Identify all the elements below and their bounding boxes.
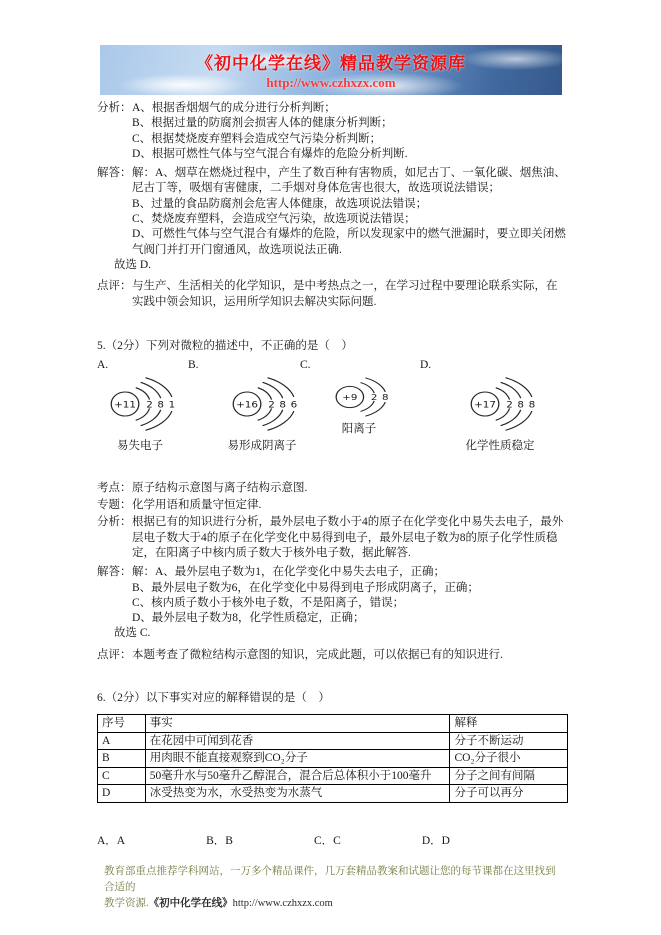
cell-explanation: 分子可以再分 <box>450 785 568 803</box>
atom-structure-diagram-b <box>224 374 300 434</box>
option-letter: B. <box>188 359 199 372</box>
footer-line1: 教育部重点推荐学科网站，一万多个精品课件，几万套精品教案和试题让您的每节课都在这里找到合适的 <box>104 866 556 893</box>
cell-explanation: 分子不断运动 <box>450 732 568 750</box>
q5-option-d <box>420 358 568 455</box>
cell-fact: 冰受热变为水，水受热变为水蒸气 <box>145 785 450 803</box>
q6-stem: 6.（2分）以下事实对应的解释错误的是（ ） <box>97 692 330 705</box>
text-line: C、焚烧废弃塑料，会造成空气污染，故选项说法错误； <box>132 213 416 226</box>
shell-electrons: 2 <box>146 400 153 411</box>
shell-electrons: 8 <box>382 393 389 404</box>
table-row <box>98 750 568 768</box>
cell-fact: 在花园中可闻到花香 <box>145 732 450 750</box>
chosen-answer-line: 故选 C. <box>114 627 151 640</box>
atom-structure-diagram-c <box>327 374 391 420</box>
banner-url-link[interactable]: http://www.czhxzx.com <box>266 75 396 90</box>
text-line: C、根据焚烧废弃塑料会造成空气污染分析判断； <box>132 132 382 145</box>
cell-number: A <box>98 732 146 750</box>
text-line: 本题考查了微粒结构示意图的知识，完成此题，可以依据已有的知识进行. <box>132 648 503 661</box>
text-line: B、根据过量的防腐剂会损害人体的健康分析判断； <box>132 117 393 130</box>
nucleus-charge: +16 <box>236 400 258 411</box>
q5-kaodian-section <box>97 481 568 496</box>
col-header-fact: 事实 <box>145 715 450 733</box>
q4-analysis-section <box>97 101 568 162</box>
option-caption: 阳离子 <box>341 423 377 436</box>
q4-comment-section <box>97 279 568 310</box>
footer-line2-text: 教学资源. <box>104 898 149 909</box>
text-line: 与生产、生活相关的化学知识，是中考热点之一，在学习过程中要理论联系实际，在实践中领会知识，运用所学知识去解决实际问题. <box>132 280 558 308</box>
option-caption: 易失电子 <box>117 440 163 453</box>
cell-number: B <box>98 750 146 768</box>
page-footer <box>104 864 564 912</box>
cell-number: D <box>98 785 146 803</box>
nucleus-charge: +9 <box>342 393 358 404</box>
banner-title: 《初中化学在线》精品教学资源库 <box>196 54 466 73</box>
q5-zhuanti-section <box>97 498 568 513</box>
option-letter: C. <box>300 359 311 372</box>
q5-option-b <box>188 358 300 455</box>
q5-option-c <box>300 358 420 438</box>
text-line: 原子结构示意图与离子结构示意图. <box>132 481 308 494</box>
q5-options-row <box>97 358 568 455</box>
col-header-explanation: 解释 <box>450 715 568 733</box>
cell-explanation: CO₂分子很小 <box>450 750 568 768</box>
choice-a: A．A <box>97 834 126 847</box>
analysis-label: 分析： <box>97 516 132 529</box>
text-line: D、根据可燃性气体与空气混合有爆炸的危险分析判断. <box>132 147 408 160</box>
choice-d: D．D <box>421 834 450 847</box>
nucleus-charge: +17 <box>474 400 496 411</box>
comment-label: 点评： <box>97 648 132 661</box>
zhuanti-label: 专题： <box>97 499 132 512</box>
cell-fact: 用肉眼不能直接观察到CO₂分子 <box>145 750 450 768</box>
option-letter: D. <box>420 359 432 372</box>
footer-brand: 《初中化学在线》 <box>148 898 233 909</box>
shell-electrons: 2 <box>370 393 378 404</box>
chosen-answer-line: 故选 D. <box>114 258 152 271</box>
q5-comment-section <box>97 648 568 663</box>
q5-option-a <box>97 358 188 455</box>
cell-explanation: 分子之间有间隔 <box>450 767 568 785</box>
answer-label: 解答： <box>97 566 132 579</box>
table-row <box>98 732 568 750</box>
comment-label: 点评： <box>97 280 132 293</box>
choice-c: C．C <box>313 834 341 847</box>
q6-table <box>97 714 568 803</box>
shell-electrons: 2 <box>506 400 513 411</box>
choice-b: B．B <box>206 834 233 847</box>
col-header-number: 序号 <box>98 715 146 733</box>
nucleus-charge: +11 <box>114 400 136 411</box>
table-header-row <box>98 715 568 733</box>
option-caption: 易形成阴离子 <box>227 440 297 453</box>
document-body <box>97 101 568 849</box>
q5-stem: 5.（2分）下列对微粒的描述中，不正确的是（ ） <box>97 339 353 352</box>
table-row <box>98 785 568 803</box>
table-row <box>98 767 568 785</box>
text-line: A、根据香烟烟气的成分进行分析判断； <box>132 102 336 114</box>
option-letter: A. <box>97 359 109 372</box>
answer-label: 解答： <box>97 167 132 180</box>
shell-electrons: 2 <box>268 400 275 411</box>
q5-answer-section <box>97 565 568 641</box>
text-line: 化学用语和质量守恒定律. <box>132 499 262 512</box>
text-line: 解：A、烟草在燃烧过程中，产生了数百种有害物质，如尼古丁、一氧化碳、烟焦油、尼古丁等，吸烟有害健康，二手烟对身体危害也很大，故选项说法错误； <box>132 167 566 195</box>
text-line: 解：A、最外层电子数为1，在化学变化中易失去电子，正确； <box>132 566 446 579</box>
text-line: C、核内质子数小于核外电子数，不是阳离子，错误； <box>132 596 405 609</box>
shell-electrons: 1 <box>168 400 176 411</box>
cell-fact: 50毫升水与50毫升乙醇混合，混合后总体积小于100毫升 <box>145 767 450 785</box>
q5-analysis-section <box>97 515 568 561</box>
shell-electrons: 8 <box>279 400 287 411</box>
footer-line2 <box>104 896 564 912</box>
cell-number: C <box>98 767 146 785</box>
atom-structure-diagram-d <box>462 374 538 434</box>
q4-answer-section <box>97 166 568 273</box>
text-line: D、最外层电子数为8，化学性质稳定，正确； <box>132 612 365 625</box>
text-line: B、最外层电子数为6，在化学变化中易得到电子形成阴离子，正确； <box>132 581 479 594</box>
shell-electrons: 6 <box>290 400 298 411</box>
q6-choices-row <box>97 834 568 849</box>
analysis-label: 分析： <box>97 102 132 114</box>
option-caption: 化学性质稳定 <box>465 440 535 453</box>
shell-electrons: 8 <box>528 400 536 411</box>
text-line: 根据已有的知识进行分析，最外层电子数小于4的原子在化学变化中易失去电子，最外层电子数大于4的原子在化学变化中易得到电子，最外层电子数为8的原子化学性质稳定，在阳离子中核内质子数大于核外电子数，据此解答. <box>132 516 564 559</box>
footer-url-link[interactable]: http://www.czhxzx.com <box>232 898 333 909</box>
text-line: D、可燃性气体与空气混合有爆炸的危险，所以发现家中的燃气泄漏时，要立即关闭燃气阀门并打开门窗通风，故选项说法正确. <box>132 228 566 256</box>
shell-electrons: 8 <box>517 400 525 411</box>
kaodian-label: 考点： <box>97 481 132 494</box>
text-line: B、过量的食品防腐剂会危害人体健康，故选项说法错误； <box>132 197 428 210</box>
site-banner <box>100 45 562 95</box>
shell-electrons: 8 <box>157 400 165 411</box>
atom-structure-diagram-a <box>102 374 178 434</box>
